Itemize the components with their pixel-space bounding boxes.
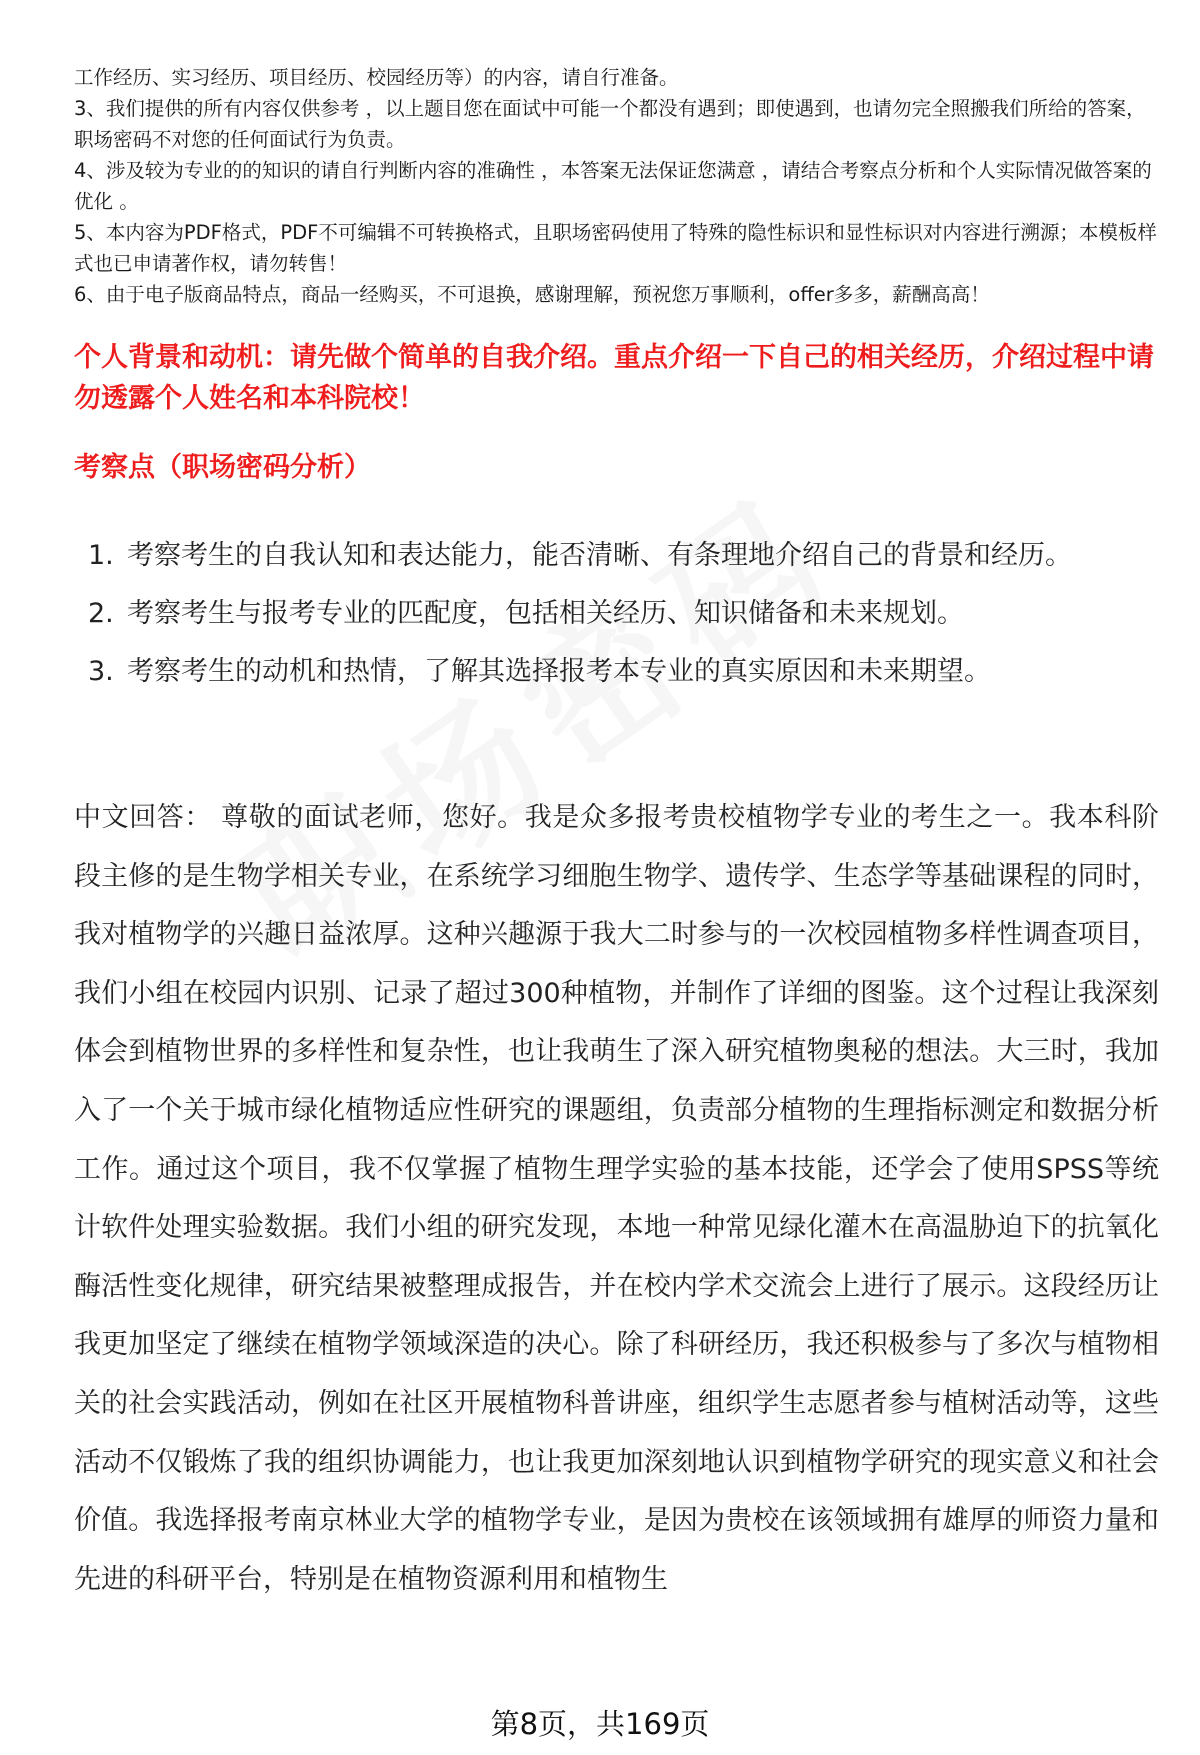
list-item-text: 考察考生的自我认知和表达能力，能否清晰、有条理地介绍自己的背景和经历。 bbox=[127, 540, 1072, 571]
assessment-points-list bbox=[74, 527, 1159, 701]
notice-line: 4、涉及较为专业的的知识的请自行判断内容的准确性 ，本答案无法保证您满意 ，请结合考察点分析和个人实际情况做答案的优化 。 bbox=[74, 159, 1152, 213]
list-item bbox=[74, 643, 1159, 701]
answer-paragraph: 中文回答： 尊敬的面试老师，您好。我是众多报考贵校植物学专业的考生之一。我本科阶段主修的是生物学相关专业，在系统学习细胞生物学、遗传学、生态学等基础课程的同时，我对植物学的兴趣日益浓厚。这种兴趣源于我大二时参与的一次校园植物多样性调查项目，我们小组在校园内识别、记录了超过300种植物，并制作了详细的图鉴。这个过程让我深刻体会到植物世界的多样性和复杂性，也让我萌生了深入研究植物奥秘的想法。大三时，我加入了一个关于城市绿化植物适应性研究的课题组，负责部分植物的生理指标测定和数据分析工作。通过这个项目，我不仅掌握了植物生理学实验的基本技能，还学会了使用SPSS等统计软件处理实验数据。我们小组的研究发现，本地一种常见绿化灌木在高温胁迫下的抗氧化酶活性变化规律，研究结果被整理成报告，并在校内学术交流会上进行了展示。这段经历让我更加坚定了继续在植物学领域深造的决心。除了科研经历，我还积极参与了多次与植物相关的社会实践活动，例如在社区开展植物科普讲座，组织学生志愿者参与植树活动等，这些活动不仅锻炼了我的组织协调能力，也让我更加深刻地认识到植物学研究的现实意义和社会价值。我选择报考南京林业大学的植物学专业，是因为贵校在该领域拥有雄厚的师资力量和先进的科研平台，特别是在植物资源利用和植物生 bbox=[74, 802, 1159, 1595]
list-item-number: 2. bbox=[88, 598, 114, 629]
list-item bbox=[74, 585, 1159, 643]
page-number: 第8页，共169页 bbox=[490, 1707, 710, 1741]
assessment-points-title: 考察点（职场密码分析） bbox=[74, 452, 371, 483]
notice-list bbox=[74, 62, 1159, 310]
list-item-text: 考察考生与报考专业的匹配度，包括相关经历、知识储备和未来规划。 bbox=[127, 598, 964, 629]
list-item-text: 考察考生的动机和热情，了解其选择报考本专业的真实原因和未来期望。 bbox=[127, 656, 991, 687]
list-item-number: 1. bbox=[88, 540, 114, 571]
list-item bbox=[74, 527, 1159, 585]
notice-line: 工作经历、实习经历、项目经历、校园经历等）的内容，请自行准备。 bbox=[74, 66, 679, 89]
list-item-number: 3. bbox=[88, 656, 114, 687]
notice-line: 5、本内容为PDF格式，PDF不可编辑不可转换格式，且职场密码使用了特殊的隐性标识和显性标识对内容进行溯源；本模板样式也已申请著作权，请勿转售！ bbox=[74, 221, 1157, 275]
notice-line: 3、我们提供的所有内容仅供参考 ，以上题目您在面试中可能一个都没有遇到；即使遇到，也请勿完全照搬我们所给的答案，职场密码不对您的任何面试行为负责。 bbox=[74, 97, 1146, 151]
question-heading: 个人背景和动机：请先做个简单的自我介绍。重点介绍一下自己的相关经历，介绍过程中请勿透露个人姓名和本科院校！ bbox=[74, 342, 1154, 414]
notice-line: 6、由于电子版商品特点，商品一经购买，不可退换，感谢理解，预祝您万事顺利，offer多多，薪酬高高！ bbox=[74, 283, 990, 306]
